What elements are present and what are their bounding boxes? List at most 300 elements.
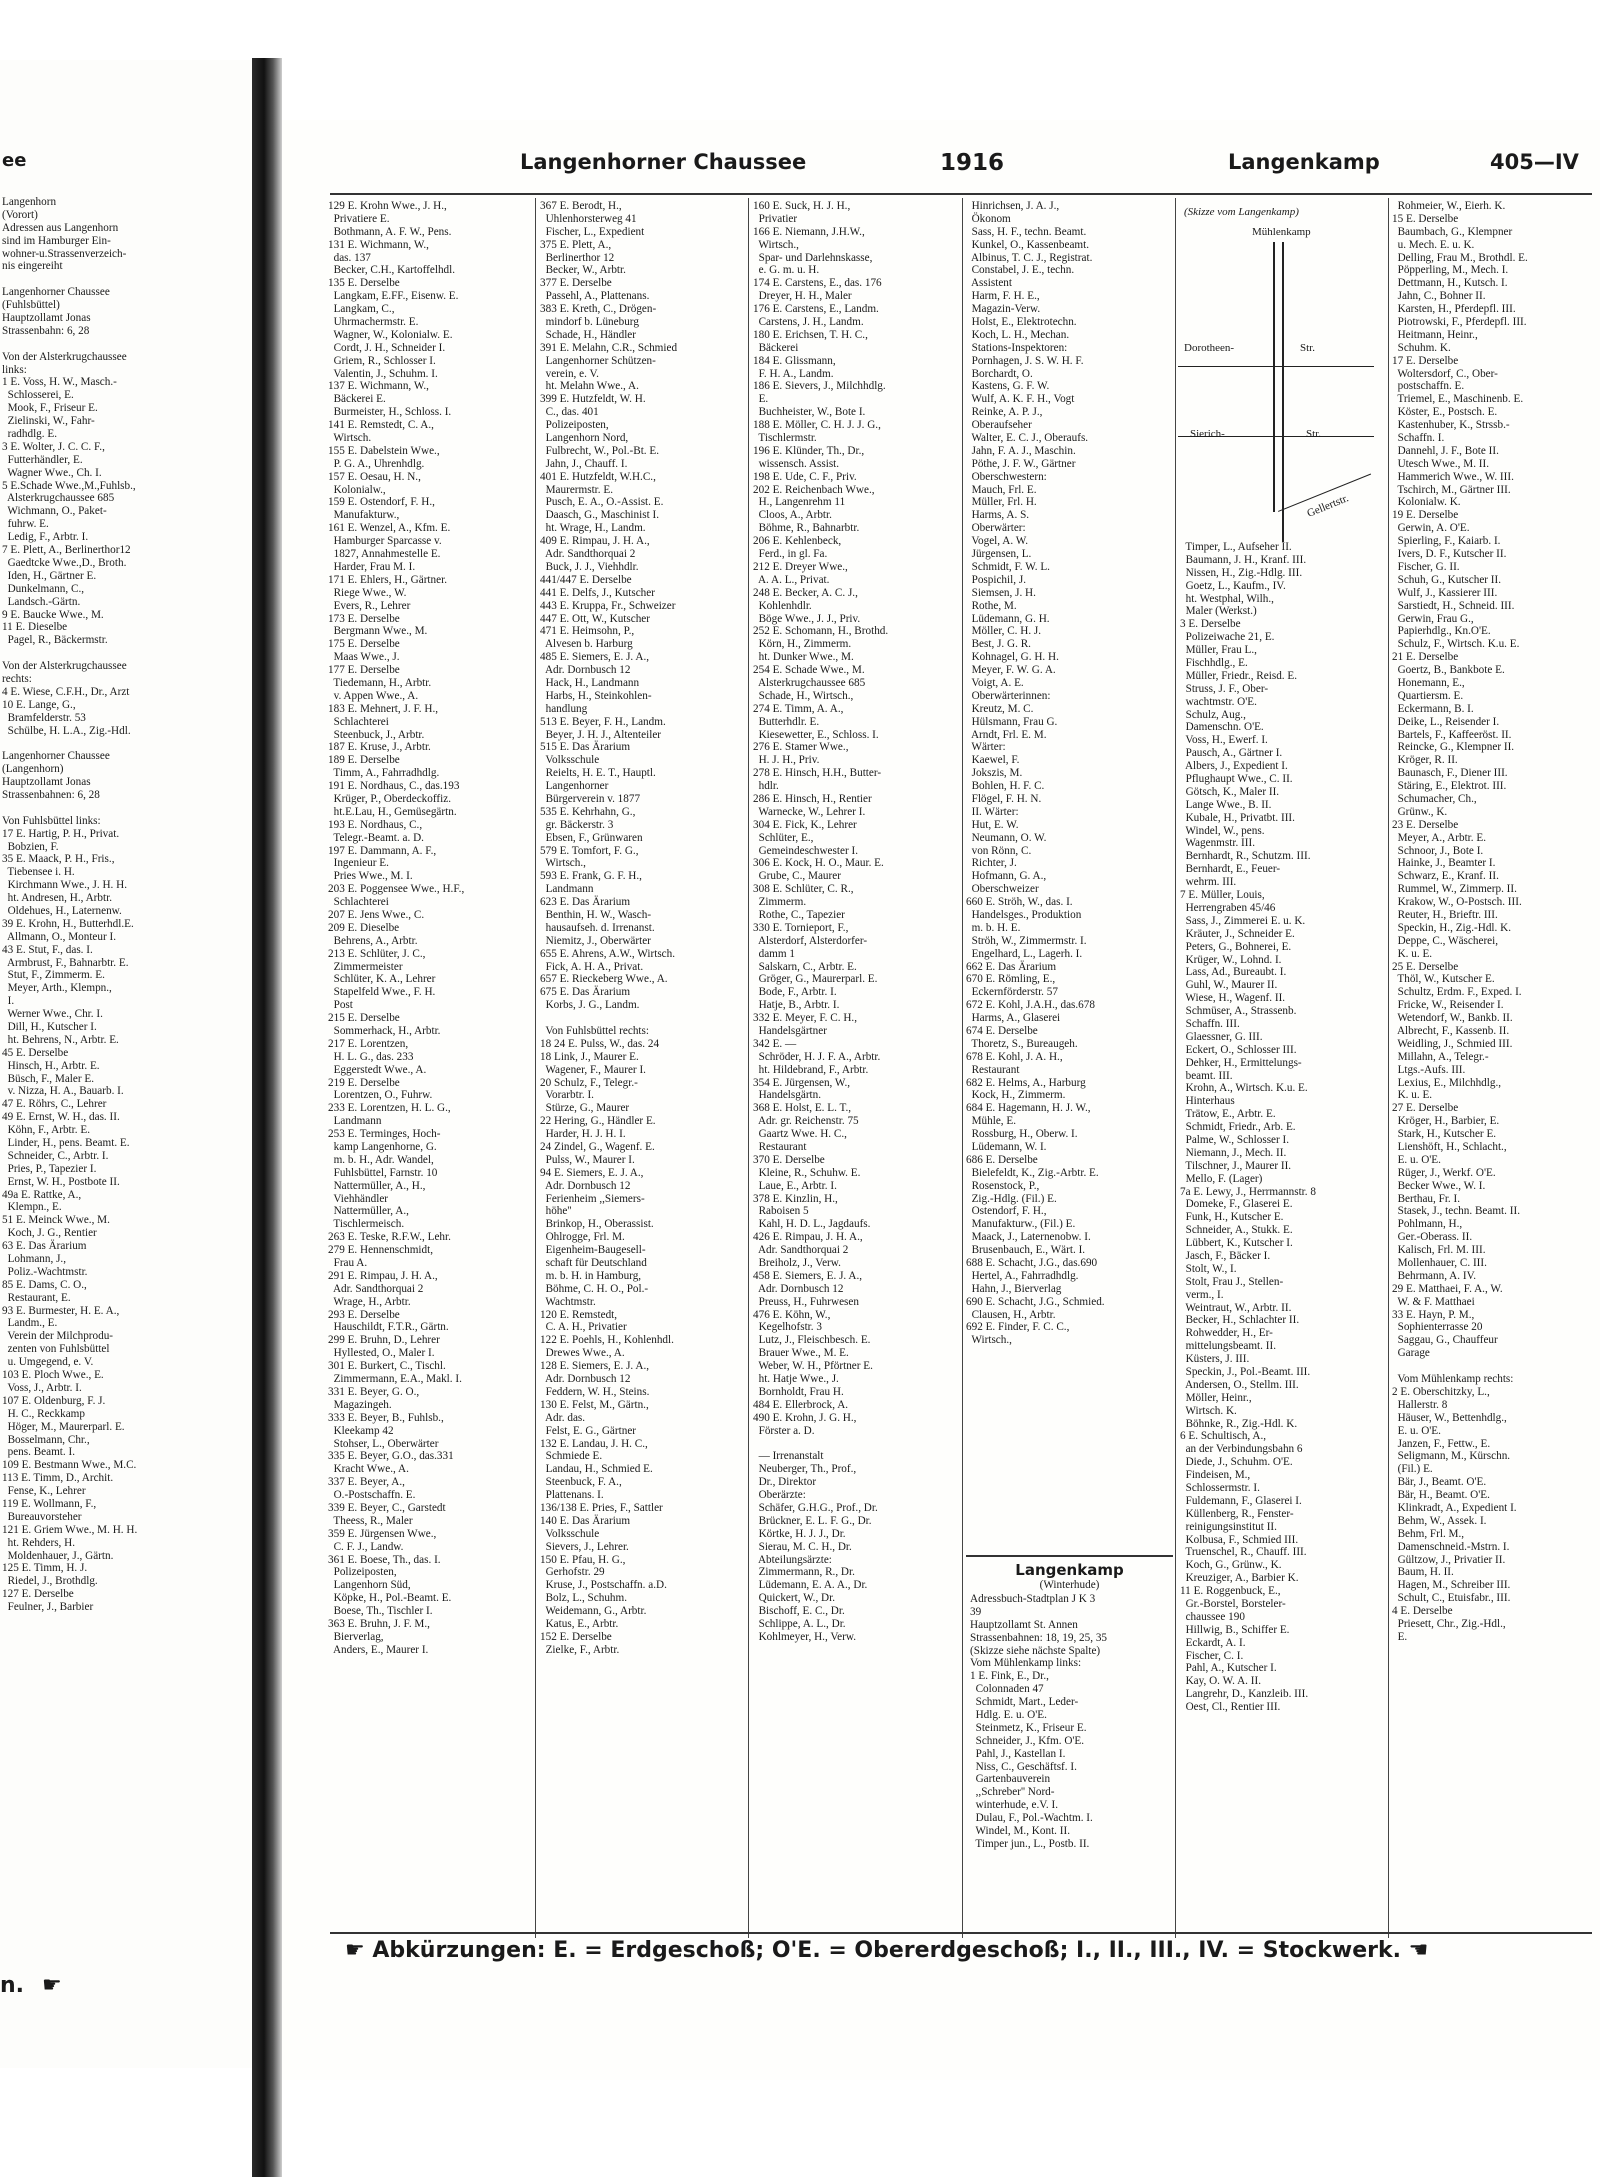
directory-line: 173 E. Derselbe	[328, 612, 400, 625]
directory-line: 3 E. Derselbe	[1180, 618, 1241, 631]
directory-line: Albinus, T. C. J., Registrat.	[966, 251, 1093, 264]
directory-line: Telegr.-Beamt. a. D.	[328, 831, 424, 844]
directory-line: Jürgensen, L.	[966, 548, 1032, 561]
directory-line: Passehl, A., Plattenans.	[540, 290, 650, 303]
directory-line: Laue, E., Arbtr. I.	[753, 1179, 837, 1192]
left-page-line: Verein der Milchprodu-	[2, 1330, 114, 1343]
directory-line: Köster, E., Postsch. E.	[1392, 406, 1498, 419]
directory-line: Hinrichsen, J. A. J.,	[966, 200, 1060, 212]
directory-line: 368 E. Holst, E. L. T.,	[753, 1102, 852, 1115]
directory-line: Zimmerm.	[753, 896, 807, 909]
directory-line: Hinterhaus	[1180, 1095, 1235, 1108]
directory-line: von Rönn, C.	[966, 844, 1032, 857]
directory-line: Flögel, F. H. N.	[966, 792, 1042, 805]
directory-line: v. Appen Wwe., A.	[328, 689, 419, 702]
left-page-line: Ledig, F., Arbtr. I.	[2, 531, 89, 544]
left-page-line: Futterhändler, E.	[2, 453, 83, 466]
directory-line: H. J. H., Priv.	[753, 754, 820, 767]
directory-line: Uhlenhorsterweg 41	[540, 212, 637, 225]
directory-line: 662 E. Das Ärarium	[966, 960, 1057, 973]
left-page-line: nis eingereiht	[2, 260, 63, 273]
directory-line: E. u. O'E.	[1392, 1153, 1441, 1166]
footer-rule	[330, 1932, 1592, 1934]
header-right-title: Langenkamp	[1228, 150, 1380, 174]
directory-line: E. u. O'E.	[1392, 1424, 1441, 1437]
directory-line: Woltersdorf, C., Ober-	[1392, 367, 1498, 380]
left-page-line: Ernst, W. H., Postbote II.	[2, 1175, 120, 1188]
directory-line: 660 E. Ströh, W., das. I.	[966, 896, 1073, 909]
directory-line: Jahn, J., Chauff. I.	[540, 457, 628, 470]
directory-line: 678 E. Kohl, J. A. H.,	[966, 1050, 1063, 1063]
directory-line: Viehhändler	[328, 1192, 389, 1205]
directory-line: Oberschweizer	[966, 883, 1039, 896]
directory-line: Vogel, A. W.	[966, 535, 1029, 548]
directory-line: Breiholz, J., Verw.	[753, 1257, 841, 1270]
box-line: Schneider, J., Kfm. O'E.	[970, 1734, 1085, 1747]
directory-line: Piotrowski, F., Pferdepfl. III.	[1392, 316, 1527, 329]
left-page-line: Allmann, O., Monteur I.	[2, 930, 117, 943]
directory-line: Kracht Wwe., A.	[328, 1463, 409, 1476]
directory-line: Ivers, D. F., Kutscher II.	[1392, 548, 1507, 561]
directory-line: Deike, L., Reisender I.	[1392, 715, 1500, 728]
directory-line: 354 E. Jürgensen, W.,	[753, 1076, 851, 1089]
directory-line: 193 E. Nordhaus, C.,	[328, 818, 423, 831]
left-page-line: 103 E. Ploch Wwe., E.	[2, 1369, 104, 1382]
directory-line: m. b. H., Adr. Wandel,	[328, 1153, 434, 1166]
left-page-column	[2, 196, 210, 1614]
left-page-line: 109 E. Bestmann Wwe., M.C.	[2, 1459, 137, 1472]
directory-line: Wirtsch.,	[966, 1334, 1012, 1347]
directory-line: m. b. H. E.	[966, 921, 1021, 934]
left-page-line: Adressen aus Langenhorn	[2, 221, 119, 234]
directory-line: ht. Melahn Wwe., A.	[540, 380, 639, 393]
directory-line: Sass, H. F., techn. Beamt.	[966, 225, 1087, 238]
directory-line: Sass, J., Zimmerei E. u. K.	[1180, 914, 1306, 927]
directory-line: Böhme, R., Bahnarbtr.	[753, 522, 860, 535]
directory-line: 177 E. Derselbe	[328, 664, 400, 677]
directory-line: Maler (Werkst.)	[1180, 605, 1257, 618]
directory-line: Hainke, J., Beamter I.	[1392, 857, 1496, 870]
directory-line: Koch, L. H., Mechan.	[966, 328, 1070, 341]
sketch-line	[1178, 366, 1374, 367]
left-page-line: sind im Hamburger Ein-	[2, 234, 111, 247]
directory-line: Goertz, B., Bankbote E.	[1392, 664, 1505, 677]
directory-line: Pusch, E. A., O.-Assist. E.	[540, 496, 664, 509]
header-rule	[330, 193, 1592, 195]
directory-line: Damenschn. O'E.	[1180, 721, 1264, 734]
directory-line: Adr. Sandthorquai 2	[328, 1282, 424, 1295]
directory-line: Hillwig, B., Schiffer E.	[1180, 1623, 1290, 1636]
directory-line: Schmiede E.	[540, 1450, 603, 1463]
directory-line: Handelsges., Produktion	[966, 908, 1082, 921]
box-line: Colonnaden 47	[970, 1683, 1044, 1696]
directory-line: 378 E. Kinzlin, H.,	[753, 1192, 838, 1205]
left-page-line: 63 E. Das Ärarium	[2, 1240, 87, 1253]
directory-line: Weidling, J., Schmied III.	[1392, 1037, 1513, 1050]
left-page-line: Moldenhauer, J., Gärtn.	[2, 1549, 114, 1562]
directory-line: Post	[328, 999, 353, 1012]
directory-line: Adr. gr. Reichenstr. 75	[753, 1115, 859, 1128]
directory-line: 4 E. Derselbe	[1392, 1605, 1453, 1618]
directory-line: 399 E. Hutzfeldt, W. H.	[540, 393, 646, 406]
left-page-line: 113 E. Timm, D., Archit.	[2, 1472, 114, 1485]
sketch-line	[1273, 242, 1275, 512]
directory-line: Hahn, J., Bierverlag	[966, 1282, 1062, 1295]
directory-line: Niemann, J., Mech. II.	[1180, 1146, 1287, 1159]
directory-line: 655 E. Ahrens, A.W., Wirtsch.	[540, 947, 676, 960]
directory-line: F. H. A., Landm.	[753, 367, 834, 380]
directory-line: wissensch. Assist.	[753, 457, 840, 470]
directory-line: 24 Zindel, G., Wagenf. E.	[540, 1141, 655, 1154]
directory-line: Drewes Wwe., A.	[540, 1347, 625, 1360]
directory-line: Schult, C., Etuisfabr., III.	[1392, 1592, 1511, 1605]
directory-line: Sievers, J., Lehrer.	[540, 1540, 629, 1553]
directory-line: Stapelfeld Wwe., F. H.	[328, 986, 436, 999]
directory-line: Baum, H. II.	[1392, 1566, 1454, 1579]
directory-line: Kreutz, M. C.	[966, 702, 1034, 715]
directory-line: A. A. L., Privat.	[753, 573, 830, 586]
left-page-line: Hauptzollamt Jonas	[2, 312, 91, 325]
directory-line: Evers, R., Lehrer	[328, 599, 411, 612]
left-page-line: 39 E. Krohn, H., Butterhdl.E.	[2, 917, 134, 930]
directory-line: Möller, C. H. J.	[966, 625, 1042, 638]
directory-line: Schaffn. III.	[1180, 1017, 1240, 1030]
directory-line: 25 E. Derselbe	[1392, 960, 1459, 973]
left-page-line: Mook, F., Friseur E.	[2, 402, 98, 415]
directory-line: Müller, Frau L.,	[1180, 644, 1257, 657]
directory-line: Triemel, E., Maschinenb. E.	[1392, 393, 1524, 406]
directory-line: Zimmermann, R., Dr.	[753, 1566, 855, 1579]
directory-line: Hyllested, O., Maler I.	[328, 1347, 435, 1360]
directory-line: Pausch, A., Gärtner I.	[1180, 747, 1283, 760]
left-page-line: Gaedtcke Wwe.,D., Broth.	[2, 556, 127, 569]
left-page-line: 7 E. Plett, A., Berlinerthor12	[2, 544, 131, 557]
directory-line: Eckermann, B. I.	[1392, 702, 1474, 715]
directory-line: Böge Wwe., J. J., Priv.	[753, 612, 861, 625]
box-line: (Skizze siehe nächste Spalte)	[970, 1644, 1101, 1657]
directory-line: 253 E. Terminges, Hoch-	[328, 1128, 441, 1141]
directory-line: 20 Schulz, F., Telegr.-	[540, 1076, 638, 1089]
directory-line: H. L. G., das. 233	[328, 1050, 414, 1063]
directory-line: 513 E. Beyer, F. H., Landm.	[540, 715, 666, 728]
left-page-line: v. Nizza, H. A., Bauarb. I.	[2, 1085, 124, 1098]
directory-line: Sierau, M. C. H., Dr.	[753, 1540, 852, 1553]
left-page-line: 125 E. Timm, H. J.	[2, 1562, 88, 1575]
directory-line: 160 E. Suck, H. J. H.,	[753, 200, 851, 212]
directory-line: 337 E. Beyer, A.,	[328, 1476, 405, 1489]
directory-line: Boese, Th., Tischler I.	[328, 1605, 433, 1618]
directory-line: Delling, Frau M., Brothdl. E.	[1392, 251, 1528, 264]
directory-line: 426 E. Rimpau, J. H. A.,	[753, 1231, 863, 1244]
directory-line: Gültzow, J., Privatier II.	[1392, 1553, 1506, 1566]
directory-line: Fick, A. H. A., Privat.	[540, 960, 644, 973]
directory-line: Bode, F., Arbtr. I.	[753, 986, 837, 999]
box-line: Strassenbahnen: 18, 19, 25, 35	[970, 1631, 1108, 1644]
directory-line: 342 E. —	[753, 1037, 797, 1050]
directory-line: 308 E. Schlüter, C. R.,	[753, 883, 854, 896]
left-page-line: Poliz.-Wachtmstr.	[2, 1265, 88, 1278]
directory-line: Palme, W., Schlosser I.	[1180, 1133, 1290, 1146]
directory-line: Stohser, L., Oberwärter	[328, 1437, 439, 1450]
directory-line: 183 E. Mehnert, J. F. H.,	[328, 702, 439, 715]
directory-line: 441 E. Delfs, J., Kutscher	[540, 586, 655, 599]
page-header	[520, 150, 1600, 190]
directory-line: Hofmann, G. A.,	[966, 870, 1047, 883]
left-page-line: Kirchmann Wwe., J. H. H.	[2, 879, 128, 892]
directory-line: Wirtsch. K.	[1180, 1404, 1237, 1417]
left-page-line: Oldehues, H., Laternenw.	[2, 904, 122, 917]
directory-line: Guhl, W., Maurer II.	[1180, 979, 1278, 992]
directory-line: Pöthe, J. F. W., Gärtner	[966, 457, 1076, 470]
directory-line: 299 E. Bruhn, D., Lehrer	[328, 1334, 440, 1347]
directory-line: Hut, E. W.	[966, 818, 1019, 831]
left-page-line: 127 E. Derselbe	[2, 1588, 74, 1601]
directory-line: Schaffn. I.	[1392, 432, 1445, 445]
left-page-line: Bosselmann, Chr.,	[2, 1433, 90, 1446]
directory-line: Zimmermeister	[328, 960, 403, 973]
directory-line: Fulbrecht, W., Pol.-Bt. E.	[540, 444, 660, 457]
directory-line: Gerwin, Frau G.,	[1392, 612, 1474, 625]
directory-line: Stations-Inspektoren:	[966, 341, 1068, 354]
directory-line: 130 E. Felst, M., Gärtn.,	[540, 1398, 649, 1411]
directory-line: Clausen, H., Arbtr.	[966, 1308, 1056, 1321]
directory-line: 248 E. Becker, A. C. J.,	[753, 586, 858, 599]
sketch-title: (Skizze vom Langenkamp)	[1184, 206, 1299, 218]
directory-line: 674 E. Derselbe	[966, 1025, 1038, 1037]
left-page-line: 17 E. Hartig, P. H., Privat.	[2, 827, 120, 840]
directory-line: Meyer, F. W. G. A.	[966, 664, 1056, 677]
directory-line: 675 E. Das Ärarium	[540, 986, 631, 999]
directory-line: 476 E. Köhn, W.,	[753, 1308, 831, 1321]
directory-line: Wirtsch.	[328, 432, 372, 445]
left-page-footer	[0, 1973, 270, 2177]
directory-line: Jahn, C., Bohner II.	[1392, 290, 1486, 303]
directory-line: Fischhdlg., E.	[1180, 657, 1248, 670]
directory-line: Maas Wwe., J.	[328, 651, 400, 664]
directory-line: Karsten, H., Pferdepfl. III.	[1392, 303, 1516, 316]
box-line: ,,Schreber'' Nord-	[970, 1786, 1055, 1799]
directory-line: Behrens, A., Arbtr.	[328, 934, 418, 947]
directory-line: Götsch, K., Maler II.	[1180, 785, 1280, 798]
directory-line: Kolbusa, F., Schmied III.	[1180, 1533, 1299, 1546]
directory-line: Neuberger, Th., Prof.,	[753, 1463, 857, 1476]
left-page-line: 10 E. Lange, G.,	[2, 698, 76, 711]
directory-line: 593 E. Frank, G. F. H.,	[540, 870, 642, 883]
left-page-line: Bureauvorsteher	[2, 1510, 82, 1523]
left-page-header-fragment: ee	[2, 150, 27, 171]
directory-line: Wagenmstr. III.	[1180, 837, 1256, 850]
directory-line: 274 E. Timm, A. A.,	[753, 702, 844, 715]
directory-line: Hagen, M., Schreiber III.	[1392, 1579, 1511, 1592]
directory-line: Harm, F. H. E.,	[966, 290, 1040, 303]
directory-line: K. u. E.	[1392, 947, 1433, 960]
directory-line: 150 E. Pfau, H. G.,	[540, 1553, 626, 1566]
directory-line: 383 E. Kreth, C., Drögen-	[540, 303, 657, 316]
directory-line: Becker, W., Arbtr.	[540, 264, 626, 277]
directory-line: Gerwin, A. O'E.	[1392, 522, 1470, 535]
box-line: Pahl, J., Kastellan I.	[970, 1747, 1066, 1760]
directory-line: Ferienheim ,,Siemers-	[540, 1192, 645, 1205]
directory-line: 286 E. Hinsch, H., Rentier	[753, 792, 872, 805]
directory-line: Frau A.	[328, 1257, 368, 1270]
left-page-line: Von Fuhlsbüttel links:	[2, 814, 101, 827]
directory-line: Vom Mühlenkamp rechts:	[1392, 1373, 1514, 1386]
left-page-line: Armbrust, F., Bahnarbtr. E.	[2, 956, 129, 969]
directory-line: Privatier	[753, 212, 798, 225]
left-page-line: (Vorort)	[2, 208, 38, 221]
box-subtitle: (Winterhude)	[1039, 1579, 1100, 1591]
directory-line: Janzen, F., Fettw., E.	[1392, 1437, 1491, 1450]
left-page-line: Restaurant, E.	[2, 1291, 71, 1304]
directory-line: Kolonialw. K.	[1392, 496, 1461, 509]
directory-line: hausaufseh. d. Irrenanst.	[540, 921, 655, 934]
directory-line: Privatiere E.	[328, 212, 390, 225]
directory-line: 657 E. Rieckeberg Wwe., A.	[540, 973, 668, 986]
directory-line: Langkam, C.,	[328, 303, 395, 316]
directory-line: verm., I.	[1180, 1288, 1224, 1301]
directory-line: Diede, J., Schuhm. O'E.	[1180, 1456, 1293, 1469]
left-page-line: Koch, J. G., Rentier	[2, 1227, 97, 1240]
box-line: Gartenbauverein	[970, 1773, 1051, 1786]
directory-line: Berlinerthor 12	[540, 251, 615, 264]
left-page-line: 51 E. Meinck Wwe., M.	[2, 1214, 110, 1227]
directory-line: 401 E. Hutzfeldt, W.H.C.,	[540, 470, 656, 483]
left-page-line: 1 E. Voss, H. W., Masch.-	[2, 376, 117, 389]
left-page-line: Landm., E.	[2, 1317, 58, 1330]
directory-line: Körn, H., Zimmerm.	[753, 638, 852, 651]
directory-line: Fuldemann, F., Glaserei I.	[1180, 1494, 1302, 1507]
directory-line: Rohwedder, H., Er-	[1180, 1327, 1273, 1340]
directory-line: Lutz, J., Fleischbesch. E.	[753, 1334, 871, 1347]
directory-line: Timm, A., Fahrradhdlg.	[328, 767, 440, 780]
directory-line: ht. Hatje Wwe., J.	[753, 1373, 839, 1386]
directory-line: Maack, J., Laternenobw. I.	[966, 1231, 1091, 1244]
directory-line: Hammerich Wwe., W. III.	[1392, 470, 1514, 483]
directory-line: Becker Wwe., W. I.	[1392, 1179, 1486, 1192]
directory-line: Kohnagel, G. H. H.	[966, 651, 1059, 664]
directory-line: Findeisen, M.,	[1180, 1469, 1251, 1482]
directory-line: Kahl, H. D. L., Jagdaufs.	[753, 1218, 871, 1231]
directory-line: 490 E. Krohn, J. G. H.,	[753, 1411, 857, 1424]
directory-line: Schnoor, J., Bote I.	[1392, 844, 1484, 857]
left-page-line: fuhrw. E.	[2, 518, 49, 531]
directory-line: Harms, A. S.	[966, 509, 1030, 522]
directory-line: Lüdemann, G. H.	[966, 612, 1050, 625]
left-page-line: Fense, K., Lehrer	[2, 1485, 86, 1498]
directory-line: Restaurant	[753, 1141, 807, 1154]
directory-line: Daasch, G., Maschinist I.	[540, 509, 659, 522]
directory-line: Buchheister, W., Bote I.	[753, 406, 866, 419]
box-line: Hdlg. E. u. O'E.	[970, 1709, 1047, 1722]
directory-line: Uhrmachermstr. E.	[328, 316, 419, 329]
directory-line: 361 E. Boese, Th., das. I.	[328, 1553, 441, 1566]
directory-line: Hallerstr. 8	[1392, 1398, 1448, 1411]
directory-line: 140 E. Das Ärarium	[540, 1514, 631, 1527]
column-rule	[1388, 198, 1389, 1938]
directory-line	[540, 1012, 746, 1025]
directory-line: Landmann	[328, 1115, 382, 1128]
left-page-line: Wichmann, O., Paket-	[2, 505, 107, 518]
left-page-line: Landsch.-Gärtn.	[2, 595, 81, 608]
directory-line: Rossburg, H., Oberw. I.	[966, 1128, 1078, 1141]
left-page-line: Bramfelderstr. 53	[2, 711, 86, 724]
directory-line: Schäfer, G.H.G., Prof., Dr.	[753, 1501, 878, 1514]
box-line: winterhude, e.V. I.	[970, 1799, 1059, 1812]
directory-line: 21 E. Derselbe	[1392, 651, 1459, 664]
left-page-line: rechts:	[2, 672, 32, 685]
directory-line: Hauschildt, F.T.R., Gärtn.	[328, 1321, 449, 1334]
directory-line: Timper, L., Aufseher II.	[1180, 541, 1292, 553]
directory-line: Funk, H., Kutscher E.	[1180, 1211, 1284, 1224]
directory-line: Krakow, W., O-Postsch. III.	[1392, 896, 1522, 909]
directory-line: das. 137	[328, 251, 371, 264]
directory-line: Volksschule	[540, 1527, 600, 1540]
directory-line: Sophienterrasse 20	[1392, 1321, 1483, 1334]
directory-line: Pries Wwe., M. I.	[328, 870, 413, 883]
directory-line: Thöl, W., Kutscher E.	[1392, 973, 1495, 986]
directory-line: 175 E. Derselbe	[328, 638, 400, 651]
directory-line: 11 E. Roggenbuck, E.,	[1180, 1585, 1281, 1598]
left-page-line: 43 E. Stut, F., das. I.	[2, 943, 93, 956]
column-rule	[535, 198, 536, 1938]
directory-column-6	[1392, 200, 1598, 1935]
directory-line: Ger.-Oberass. II.	[1392, 1231, 1473, 1244]
directory-line: 17 E. Derselbe	[1392, 354, 1459, 367]
directory-line: Kastens, G. F. W.	[966, 380, 1050, 393]
directory-line: Pulss, W., Maurer I.	[540, 1153, 635, 1166]
left-page-line: Meyer, Arth., Klempn.,	[2, 982, 112, 995]
directory-line: Lienshöft, H., Schlacht.,	[1392, 1141, 1507, 1154]
directory-line: Ltgs.-Aufs. III.	[1392, 1063, 1466, 1076]
directory-line: Handelsgärtn.	[753, 1089, 822, 1102]
directory-line: Fricke, W., Reisender I.	[1392, 999, 1504, 1012]
directory-line: 409 E. Rimpau, J. H. A.,	[540, 535, 650, 548]
left-page-line: Zielinski, W., Fahr-	[2, 415, 95, 428]
left-page-line: pens. Beamt. I.	[2, 1446, 76, 1459]
directory-line: 377 E. Derselbe	[540, 277, 612, 290]
directory-line: 447 E. Ott, W., Kutscher	[540, 612, 650, 625]
left-page-line: 85 E. Dams, C. O.,	[2, 1278, 87, 1291]
directory-line: Tischlermeisch.	[328, 1218, 405, 1231]
directory-line: 188 E. Möller, C. H. J. J. G.,	[753, 419, 881, 432]
directory-line: Buck, J. J., Viehhdlr.	[540, 560, 639, 573]
directory-line: 359 E. Jürgensen Wwe.,	[328, 1527, 437, 1540]
directory-line: Albers, J., Expedient I.	[1180, 760, 1288, 773]
directory-line: Polizeiposten,	[540, 419, 609, 432]
directory-line: E.	[753, 393, 769, 406]
directory-line: chaussee 190	[1180, 1610, 1245, 1623]
directory-line: Kay, O. W. A. II.	[1180, 1675, 1261, 1688]
left-page-line: I.	[2, 995, 15, 1008]
directory-line: Cloos, A., Arbtr.	[753, 509, 832, 522]
directory-line: 367 E. Berodt, H.,	[540, 200, 622, 212]
directory-line: Jahn, F. A. J., Maschin.	[966, 444, 1076, 457]
directory-line: Rothe, C., Tapezier	[753, 908, 845, 921]
directory-line: Seligmann, M., Kürschn.	[1392, 1450, 1511, 1463]
directory-line: C., das. 401	[540, 406, 599, 419]
directory-line: Langkam, E.FF., Eisenw. E.	[328, 290, 459, 303]
directory-line: 152 E. Derselbe	[540, 1630, 612, 1643]
left-page-line: Büsch, F., Maler E.	[2, 1072, 95, 1085]
directory-line: Schulz, Aug.,	[1180, 708, 1246, 721]
directory-line: Müller, Friedr., Reisd. E.	[1180, 669, 1298, 682]
directory-line: Schlachterei	[328, 715, 389, 728]
directory-line: Harms, A., Glaserei	[966, 1012, 1061, 1025]
directory-line: Glaessner, G. III.	[1180, 1030, 1263, 1043]
directory-line: Weber, W. H., Pförtner E.	[753, 1360, 873, 1373]
sketch-street-dorotheen: Dorotheen-	[1184, 342, 1235, 354]
directory-line: 213 E. Schlüter, J. C.,	[328, 947, 426, 960]
